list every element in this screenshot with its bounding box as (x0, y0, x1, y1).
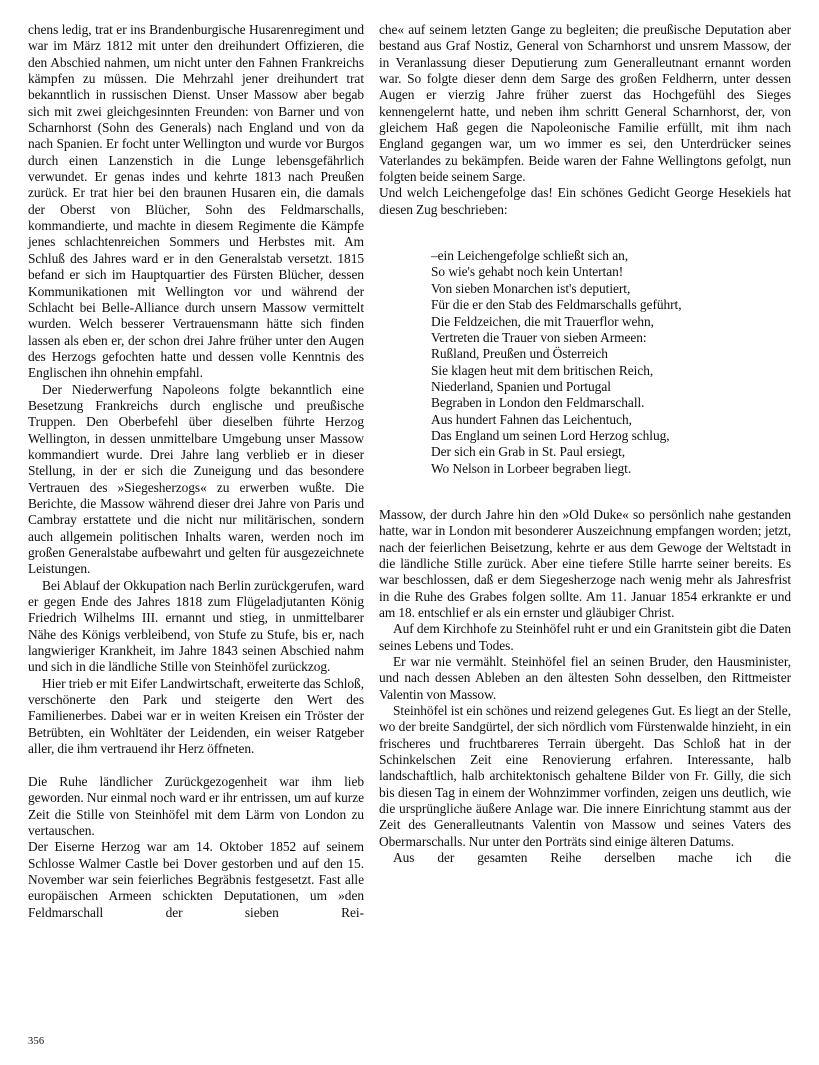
paragraph: Er war nie vermählt. Steinhöfel fiel an seinen Bruder, den Hausminister, und nach dessen Ableben an den ältesten Sohn desselben, den Rittmeister Valentin von Massow. (379, 654, 791, 702)
paragraph: Massow, der durch Jahre hin den »Old Duke« so persönlich nahe gestanden hatte, war in London mit besonderer Auszeichnung empfangen worden; jetzt, nach der feierlichen Beisetzung, kehrte er aus dem Gewoge der Weltstadt in die ländliche Stille zurück. Aber eine tiefere Stille harrte seiner bereits. Es war beschlossen, daß er dem Siegesherzoge nach wenig mehr als Jahresfrist in die Ruhe des Grabes folgen sollte. Am 11. Januar 1854 erkrankte er und am 18. entschlief er als ein ernster und gläubiger Christ. (379, 506, 791, 620)
paragraph-continuation: chens ledig, trat er ins Brandenburgische Husarenregiment und war im März 1812 mit unter den dreihundert Offizieren, die den Abschied nahmen, um nicht unter den Fahnen Frankreichs kämpfen zu müssen. Die Mehrzahl jener dreihundert trat bekanntlich in russischen Dienst. Unser Massow aber begab sich mit zwei gleichgesinnten Freunden: von Barner und von Scharnhorst (Sohn des Generals) nach England und von da nach Spanien. Er focht unter Wellington und wurde vor Burgos durch einen Lanzenstich in die Lunge lebensgefährlich verwundet. Er genas indes und kehrte 1813 nach Preußen zurück. Er trat hier bei den braunen Husaren ein, die damals der Oberst von Blücher, Sohn des Feldmarschalls, kommandierte, und machte in diesem Regimente die Kämpfe jenes schlachtenreichen Sommers und Herbstes mit. Am Schluß des Jahres ward er in den Generalstab versetzt. 1815 befand er sich im Hauptquartier des Fürsten Blücher, dessen Kommunikationen mit Wellington vor und während der Schlacht bei Belle-Alliance durch unsern Massow vermittelt wurden. Welch besserer Vertrauensmann hätte sich finden lassen als eben er, der schon drei Jahre früher unter den Augen des Herzogs gefochten hatte und dessen volle Kenntnis des Englischen ihn ohnehin empfahl. (28, 22, 364, 381)
paragraph: Hier trieb er mit Eifer Landwirtschaft, erweiterte das Schloß, verschönerte den Park und steigerte den Wert des Familienerbes. Dabei war er in weiten Kreisen ein Tröster der Betrübten, ein Wohltäter der Leidenden, ein weiser Ratgeber aller, die ihm vertrauend ihr Herz öffneten. (28, 675, 364, 757)
poem-line: So wie's gehabt noch kein Untertan! (431, 264, 624, 280)
paragraph: Bei Ablauf der Okkupation nach Berlin zurückgerufen, ward er gegen Ende des Jahres 1818 zum Flügeladjutanten König Friedrich Wilhelms III. ernannt und stieg, in unmittelbarer Nähe des Königs verbleibend, von Stufe zu Stufe, bis er, nach langwieriger Krankheit, im Jahre 1843 seinen Abschied nahm und sich in die ländliche Stille von Steinhöfel zurückzog. (28, 577, 364, 675)
poem-line: Sie klagen heut mit dem britischen Reich, (431, 362, 654, 378)
right-column (379, 22, 791, 921)
left-column (28, 22, 364, 921)
poem-line: Vertreten die Trauer von sieben Armeen: (431, 329, 647, 345)
poem-line: Für die er den Stab des Feldmarschalls geführt, (431, 297, 682, 313)
paragraph-runs-to-next-column: Der Eiserne Herzog war am 14. Oktober 1852 auf seinem Schlosse Walmer Castle bei Dover gestorben und auf den 15. November war sein feierliches Begräbnis festgesetzt. Fast alle europäischen Armeen schickten Deputationen, um »den Feldmarschall der sieben Rei- (28, 839, 364, 920)
poem-line: Begraben in London den Feldmarschall. (431, 395, 645, 411)
poem-line: Aus hundert Fahnen das Leichentuch, (431, 411, 632, 427)
poem-line: Das England um seinen Lord Herzog schlug, (431, 427, 670, 443)
poem-line: Von sieben Monarchen ist's deputiert, (431, 280, 631, 296)
paragraph: Und welch Leichengefolge das! Ein schönes Gedicht George Hesekiels hat diesen Zug beschrieben: (379, 185, 791, 217)
poem-line: Rußland, Preußen und Österreich (431, 346, 608, 362)
paragraph: Der Niederwerfung Napoleons folgte bekanntlich eine Besetzung Frankreichs durch englische und preußische Truppen. Den Oberbefehl über dieselben führte Herzog Wellington, in dessen unmittelbare Umgebung unser Massow kommandiert wurde. Drei Jahre lang verblieb er in dieser Stellung, in der er sich die Zuneigung und das besondere Vertrauen des »Siegesherzogs« zu erwerben wußte. Die Berichte, die Massow während dieser drei Jahre von Paris und Cambray erstattete und die nicht nur militärischen, sondern auch allgemein politischen Inhalts waren, werden noch im großen Generalstabe aufbewahrt und gelten für ausgezeichnete Leistungen. (28, 381, 364, 577)
poem-block (431, 248, 791, 477)
poem-line: Der sich ein Grab in St. Paul ersiegt, (431, 444, 626, 460)
paragraph-runs-to-next-page: Aus der gesamten Reihe derselben mache ich die (393, 850, 791, 866)
paragraph: Auf dem Kirchhofe zu Steinhöfel ruht er und ein Granitstein gibt die Daten seines Lebens und Todes. (379, 621, 791, 653)
poem-line: –ein Leichengefolge schließt sich an, (431, 248, 629, 264)
two-column-text (28, 22, 791, 921)
paragraph-continuation: che« auf seinem letzten Gange zu begleiten; die preußische Deputation aber bestand aus Graf Nostiz, General von Scharnhorst und unsrem Massow, der in Veranlassung dieser Deputierung zum Generalleutnant ernannt worden war. So folgte dieser denn dem Sarge des großen Feldherrn, unter dessen Augen er vierzig Jahre früher zuerst das Hochgefühl des Sieges kennengelernt hatte, und neben ihm schritt General Scharnhorst, der, von gleichem Haß gegen die Napoleonische Familie erfüllt, mit ihm nach England gegangen war, um wo immer es sei, den Unterdrücker seines Vaterlandes zu bekämpfen. Beide waren der Fahne Wellingtons gefolgt, nun folgten beide seinem Sarge. (379, 22, 791, 185)
poem-line: Die Feldzeichen, die mit Trauerflor wehn, (431, 313, 654, 329)
page-number: 356 (28, 1036, 45, 1047)
paragraph: Die Ruhe ländlicher Zurückgezogenheit war ihm lieb geworden. Nur einmal noch ward er ihr entrissen, um auf kurze Zeit die Stille von Steinhöfel mit dem Lärm von London zu vertauschen. (28, 773, 364, 838)
poem-line: Wo Nelson in Lorbeer begraben liegt. (431, 460, 632, 476)
poem-line: Niederland, Spanien und Portugal (431, 378, 611, 394)
paragraph: Steinhöfel ist ein schönes und reizend gelegenes Gut. Es liegt an der Stelle, wo der breite Sandgürtel, der sich nördlich vom Fürstenwalde hinzieht, in ein frischeres und fruchtbareres Terrain übergeht. Das Schloß hat in der Schinkelschen Zeit eine Renovierung erfahren. Interessante, halb landschaftlich, halb architektonisch gehaltene Bilder von Fr. Gilly, die sich bis diesen Tag in einem der Wohnzimmer vorfinden, zeigen uns deutlich, wie die ursprüngliche äußere Anlage war. Die innere Einrichtung stammt aus der Zeit des Generalleutnants Valentin von Massow und seines Vaters des Obermarschalls. Nur unter den Porträts sind einige älteren Datums. (379, 703, 791, 849)
